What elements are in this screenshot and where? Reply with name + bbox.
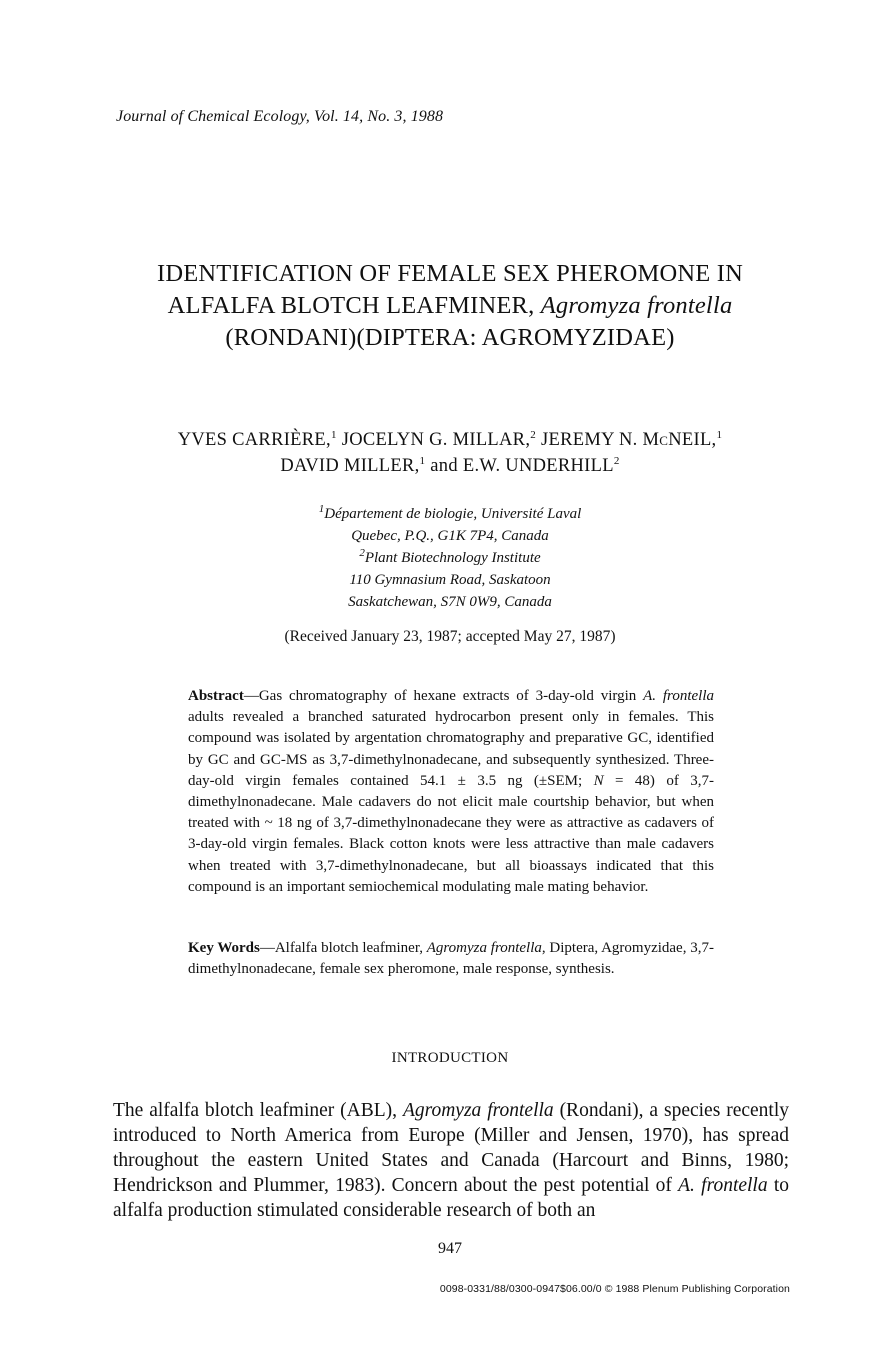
affiliation-1-line-2: Quebec, P.Q., G1K 7P4, Canada <box>351 528 549 544</box>
author-and: and <box>430 456 458 476</box>
affiliation-2-line-3: Saskatchewan, S7N 0W9, Canada <box>348 594 552 610</box>
abstract-species: A. frontella <box>643 688 714 704</box>
title-line-2 <box>100 290 800 322</box>
affiliation-1-text: Département de biologie, Université Laval <box>324 506 582 522</box>
intro-text-3: to alfalfa production stimulated considerable research of both an <box>113 1175 790 1221</box>
abstract-label: Abstract <box>188 688 244 704</box>
keywords-text-2: , Diptera, Agromyzidae, 3,7-dimethylnonadecane, female sex pheromone, male response, synthesis. <box>188 940 714 978</box>
affiliation-1-line-1 <box>150 503 750 525</box>
intro-text-2: (Rondani), a species recently introduced to North America from Europe (Miller and Jensen, 1970), has spread throughout the eastern United States and Canada (Harcourt and Binns, 1980; Hendrickson and Plummer, 1983). Concern about the pest potential of <box>113 1100 789 1196</box>
title-species-name: Agromyza frontella <box>540 292 733 319</box>
abstract-text-2: adults revealed a branched saturated hydrocarbon present only in females. This compound was isolated by argentation chromatography and preparative GC, identified by GC and GC-MS as 3,7-dimethylnonadecane, and subsequently synthesized. Three-day-old virgin females contained 54.1 ± 3.5 ng (±SEM; <box>188 709 714 789</box>
title-line-2-text: ALFALFA BLOTCH LEAFMINER, <box>167 292 535 319</box>
author-list <box>80 427 820 479</box>
affiliation-1-marker: 1 <box>318 503 325 515</box>
author-mcneil-suffix: NEIL, <box>668 430 717 450</box>
keywords-label: Key Words <box>188 940 260 956</box>
title-line-3: (RONDANI)(DIPTERA: AGROMYZIDAE) <box>225 324 675 351</box>
author-miller-affiliation: 1 <box>419 454 426 467</box>
affiliation-2-line-1 <box>150 547 750 569</box>
author-mcneil-affiliation: 1 <box>716 428 723 441</box>
abstract-n-symbol: N <box>593 772 604 789</box>
abstract-text-3: = 48) of 3,7-dimethylnonadecane. Male cadavers do not elicit male courtship behavior, but when treated with ~ 18 ng of 3,7-dimethylnonadecane they were as attractive as cadavers of 3-day-old virgin females. Black cotton knots were less attractive than male cadavers when treated with 3,7-dimethylnonadecane, but all bioassays indicated that this compound is an important semiochemical modulating male mating behavior. <box>188 772 714 895</box>
journal-header: Journal of Chemical Ecology, Vol. 14, No. 3, 1988 <box>116 108 444 125</box>
affiliation-2-text: Plant Biotechnology Institute <box>364 550 541 566</box>
author-carriere-affiliation: 1 <box>330 428 337 441</box>
key-words <box>188 938 714 980</box>
copyright-line: 0098-0331/88/0300-0947$06.00/0 © 1988 Plenum Publishing Corporation <box>439 1283 790 1295</box>
page-number: 947 <box>438 1240 462 1257</box>
author-mcneil <box>541 430 716 450</box>
introduction-heading: INTRODUCTION <box>391 1050 509 1066</box>
affiliations <box>150 503 750 613</box>
author-underhill-affiliation: 2 <box>613 454 620 467</box>
author-millar-affiliation: 2 <box>530 428 537 441</box>
author-mcneil-smallcaps: c <box>659 430 669 450</box>
title-line-1: IDENTIFICATION OF FEMALE SEX PHEROMONE IN <box>157 260 743 287</box>
affiliation-2-line-2: 110 Gymnasium Road, Saskatoon <box>349 572 551 588</box>
author-underhill: E.W. UNDERHILL <box>462 456 614 476</box>
affiliation-2-marker: 2 <box>359 547 365 559</box>
author-millar: JOCELYN G. MILLAR, <box>341 430 531 450</box>
introduction-paragraph <box>113 1098 789 1223</box>
intro-species-1: Agromyza frontella <box>402 1100 554 1121</box>
keywords-text-1: —Alfalfa blotch leafminer, <box>259 940 427 956</box>
abstract <box>188 686 714 898</box>
article-title <box>100 258 800 354</box>
authors-line-1 <box>80 427 820 453</box>
intro-species-2: A. frontella <box>678 1175 768 1196</box>
author-mcneil-prefix: JEREMY N. M <box>541 430 660 450</box>
authors-line-2 <box>80 453 820 479</box>
received-dates: (Received January 23, 1987; accepted May 27, 1987) <box>284 628 616 645</box>
intro-text-1: The alfalfa blotch leafminer (ABL), <box>113 1100 403 1121</box>
keywords-species: Agromyza frontella <box>426 940 542 956</box>
author-carriere: YVES CARRIÈRE, <box>177 430 331 450</box>
author-miller: DAVID MILLER, <box>280 456 420 476</box>
abstract-text-1: —Gas chromatography of hexane extracts of 3-day-old virgin <box>243 688 644 704</box>
